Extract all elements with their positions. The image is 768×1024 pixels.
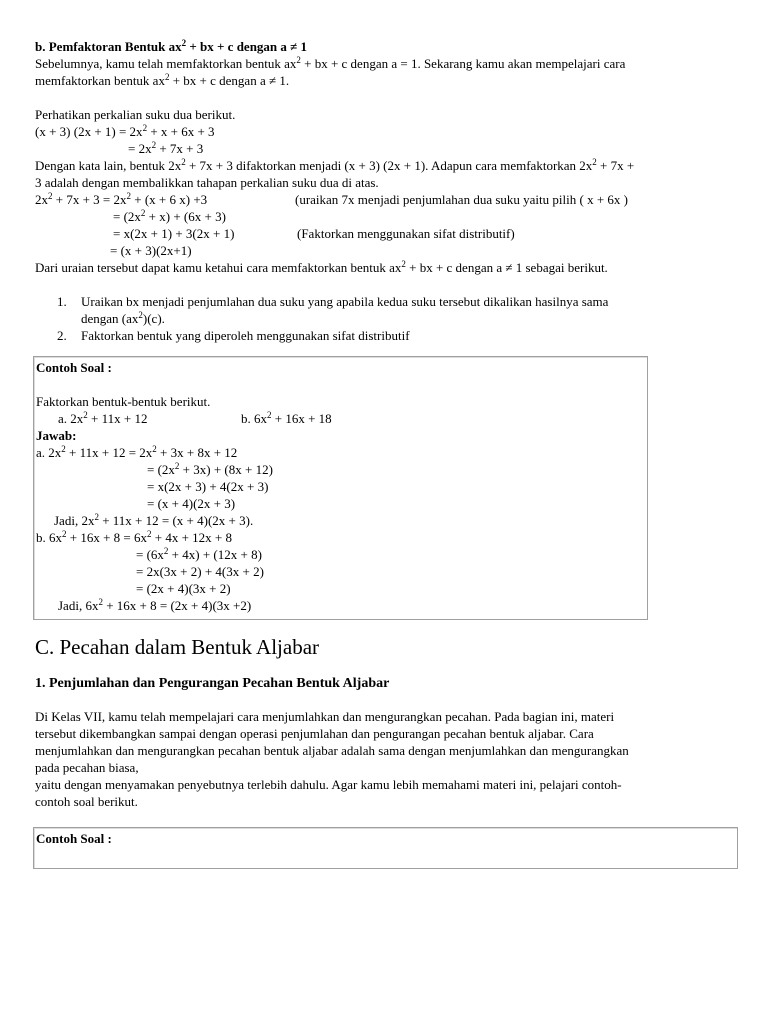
answer-a-result: Jadi, $2x^2 + 11x + 12 = (x + 4)(2x + 3)$. [54,512,254,528]
section-c-line-6: contoh soal berikut. [35,794,138,809]
paragraph-2b: 3 adalah dengan membalikkan tahapan perkalian suku dua di atas. [35,175,379,190]
section-b-title: b. Pemfaktoran Bentuk $ax^2$ + bx + c dengan a ≠ 1 [35,38,308,54]
equation-1: (x + 3) $(2x + 1) = 2x^2 + x + 6x + 3$ [35,123,215,139]
equation-2: = $2x^2 + 7x + 3$ [128,140,204,156]
answer-b-2: = $(6x^2 + 4x) + (12x + 8)$ [136,546,262,562]
step-3-note: (Faktorkan menggunakan sifat distributif) [297,226,515,241]
answer-b-1: b. $6x^2 + 16x + 8 = 6x^2 + 4x + 12x + 8$ [36,529,232,545]
intro-line-1: Sebelumnya, kamu telah memfaktorkan bentuk $ax^2$ + bx + c dengan a = 1. Sekarang kamu akan mempelajari cara [35,55,626,71]
example-label: Contoh Soal : [36,831,112,846]
section-c-line-4: pada pecahan biasa, [35,760,139,775]
section-c-line-3: menjumlahkan dan mengurangkan pecahan bentuk aljabar adalah sama dengan menjumlahkan dan mengurangkan [35,743,629,758]
section-c-line-2: tersebut dikembangkan sampai dengan operasi penjumlahan dan pengurangan pecahan bentuk aljabar. Cara [35,726,594,741]
answer-b-4: = (2x + 4)(3x + 2) [136,581,231,596]
step-row-3 [35,225,735,242]
example-label: Contoh Soal : [36,360,112,375]
step-3: = x(2x + 1) + 3(2x + 1) [113,226,235,241]
answer-a-4: = (x + 4)(2x + 3) [147,496,236,511]
answer-a-3: = x(2x + 3) + 4(2x + 3) [147,479,269,494]
step-1: $2x^2 + 7x + 3 = 2x^2 + (x + 6$ x) +3 [35,191,208,207]
paragraph-1: Perhatikan perkalian suku dua berikut. [35,107,236,122]
intro-line-2: memfaktorkan bentuk $ax^2$ + bx + c dengan a ≠ 1. [35,72,290,88]
question-b: b. $6x^2 + 16x + 18$ [241,410,332,426]
section-c-line-1: Di Kelas VII, kamu telah mempelajari cara menjumlahkan dan mengurangkan pecahan. Pada bagian ini, materi [35,709,615,724]
example-task: Faktorkan bentuk-bentuk berikut. [36,394,211,409]
paragraph-2a: Dengan kata lain, bentuk $2x^2 + 7x + 3$ difaktorkan menjadi (x + 3) (2x + 1). Adapun cara memfaktorkan $2x^2 + 7x$ + [35,157,635,173]
answer-label: Jawab: [36,428,77,443]
step-1-note: (uraikan 7x menjadi penjumlahan dua suku yaitu pilih ( x + 6x ) [295,192,628,207]
answer-a-1: a. $2x^2 + 11x + 12 = 2x^2 + 3x + 8x + 12$ [36,444,238,460]
step-row-1 [35,191,735,208]
factoring-steps-list [35,293,735,344]
step-4: = (x + 3)(2x+1) [110,243,192,258]
list-item: 2. Faktorkan bentuk yang diperoleh menggunakan sifat distributif [57,328,410,343]
list-item: 1. Uraikan bx menjadi penjumlahan dua suku yang apabila kedua suku tersebut dikalikan hasilnya sama dengan $(ax^2)(c)$. [57,294,609,326]
paragraph-3: Dari uraian tersebut dapat kamu ketahui cara memfaktorkan bentuk $ax^2$ + bx + c dengan a ≠ 1 sebagai berikut. [35,259,608,275]
section-c-line-5: yaitu dengan menyamakan penyebutnya terlebih dahulu. Agar kamu lebih memahami materi ini, pelajari contoh- [35,777,622,792]
section-c-title: C. Pecahan dalam Bentuk Aljabar [35,635,320,659]
example-box-1 [33,356,648,620]
example-questions [36,410,645,427]
section-c-subtitle: 1. Penjumlahan dan Pengurangan Pecahan Bentuk Aljabar [35,676,390,691]
answer-a-2: = $(2x^2 + 3x) + (8x + 12)$ [147,461,273,477]
answer-b-3: = 2x(3x + 2) + 4(3x + 2) [136,564,264,579]
example-box-2 [33,827,738,869]
answer-b-result: Jadi, $6x^2 + 16x + 8 = (2x + 4)(3x +2)$ [58,597,252,613]
step-2: = $(2x^2 + x) + (6x + 3)$ [113,208,226,224]
document-page [35,38,735,869]
question-a: a. $2x^2 + 11x + 12$ [58,410,148,426]
